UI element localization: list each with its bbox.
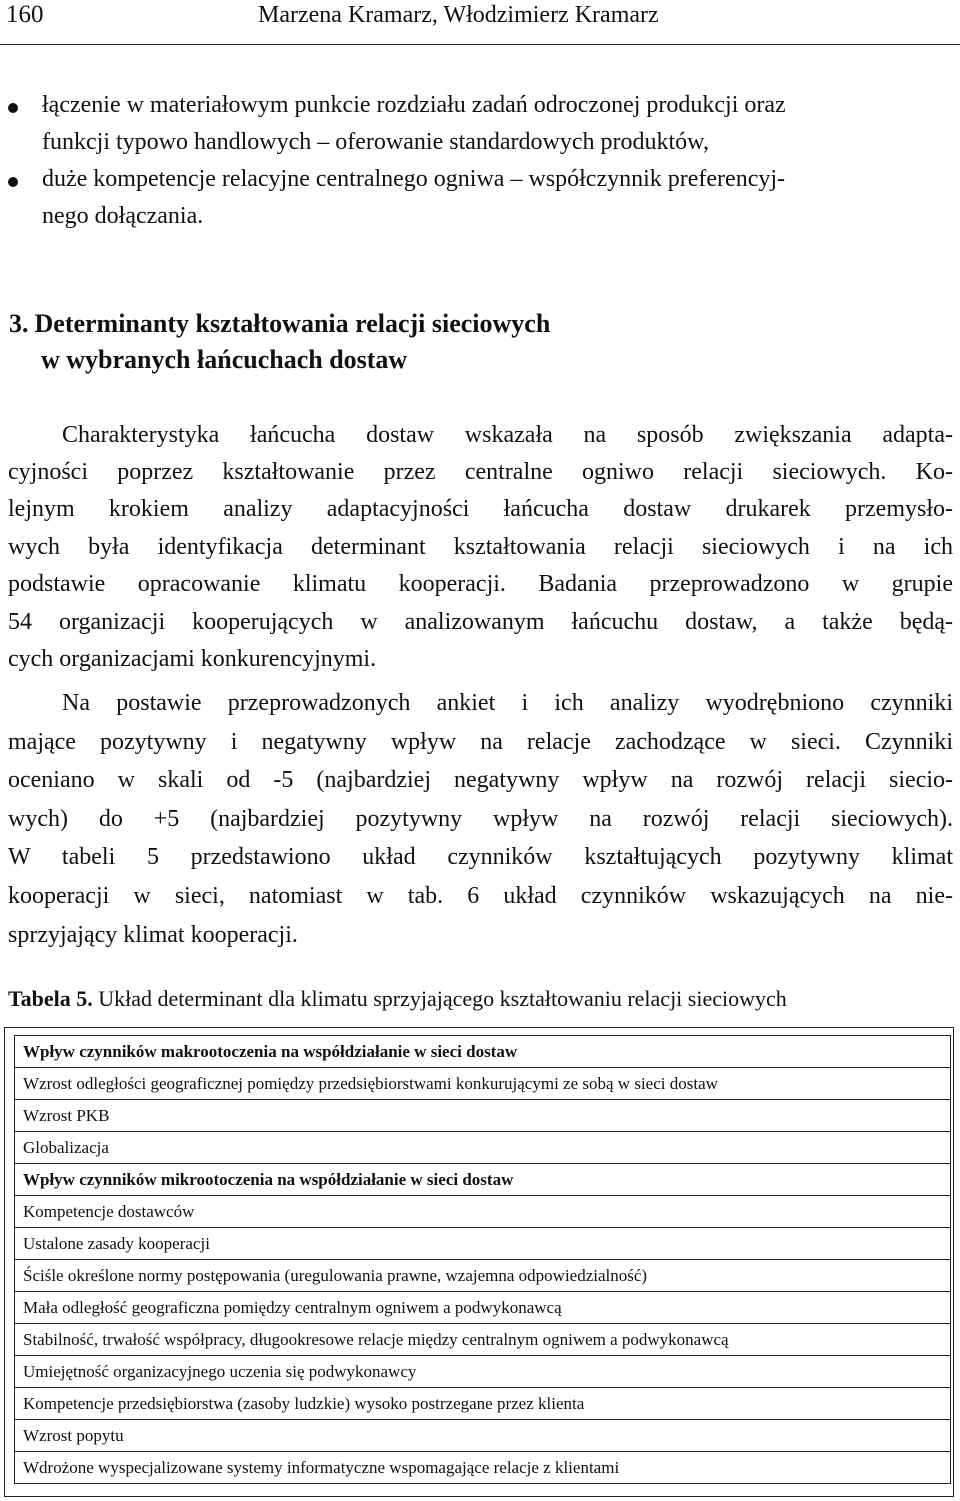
table-row [15, 1260, 951, 1292]
table-row [15, 1132, 951, 1164]
bullet-line: nego dołączania. [42, 203, 204, 229]
table-cell: Wpływ czynników mikrootoczenia na współdziałanie w sieci dostaw [15, 1164, 951, 1196]
table-row [15, 1036, 951, 1068]
table-caption-text: Układ determinant dla klimatu sprzyjającego kształtowaniu relacji sieciowych [98, 986, 787, 1011]
paragraph-line: sprzyjający klimat kooperacji. [8, 922, 298, 948]
paragraph-line: W tabeli 5 przedstawiono układ czynników kształtujących pozytywny klimat [8, 844, 953, 870]
table-cell: Umiejętność organizacyjnego uczenia się podwykonawcy [15, 1356, 951, 1388]
table-row [15, 1356, 951, 1388]
table-row [15, 1228, 951, 1260]
paragraph-line: wych była identyfikacja determinant kształtowania relacji sieciowych i na ich [8, 534, 953, 560]
table-row [15, 1292, 951, 1324]
paragraph-line: cyjności poprzez kształtowanie przez centralne ogniwo relacji sieciowych. Ko- [8, 459, 953, 485]
paragraph-line: podstawie opracowanie klimatu kooperacji. Badania przeprowadzono w grupie [8, 571, 953, 597]
bullet-line: duże kompetencje relacyjne centralnego ogniwa – współczynnik preferencyj- [42, 166, 786, 192]
table-row [15, 1452, 951, 1484]
page-header [0, 0, 960, 45]
section-heading [9, 306, 550, 378]
table-row [15, 1164, 951, 1196]
table-cell: Mała odległość geograficzna pomiędzy centralnym ogniwem a podwykonawcą [15, 1292, 951, 1324]
paragraph-line: Charakterystyka łańcucha dostaw wskazała na sposób zwiększania adapta- [62, 422, 953, 448]
table-cell: Globalizacja [15, 1132, 951, 1164]
bullet-line: łączenie w materiałowym punkcie rozdziału zadań odroczonej produkcji oraz [42, 92, 786, 118]
table-cell: Ustalone zasady kooperacji [15, 1228, 951, 1260]
bullet-marker [8, 103, 18, 113]
table-cell: Wzrost PKB [15, 1100, 951, 1132]
section-title-line: Determinanty kształtowania relacji sieciowych [34, 309, 551, 338]
table-row [15, 1420, 951, 1452]
paragraph-line: wych) do +5 (najbardziej pozytywny wpływ na rozwój relacji sieciowych). [8, 806, 953, 832]
table-cell: Stabilność, trwałość współpracy, długookresowe relacje między centralnym ogniwem a podwykonawcą [15, 1324, 951, 1356]
table-row [15, 1100, 951, 1132]
table-cell: Ściśle określone normy postępowania (uregulowania prawne, wzajemna odpowiedzialność) [15, 1260, 951, 1292]
paragraph-line: 54 organizacji kooperujących w analizowanym łańcuchu dostaw, a także będą- [8, 609, 953, 635]
table-cell: Wpływ czynników makrootoczenia na współdziałanie w sieci dostaw [15, 1036, 951, 1068]
table-cell: Wzrost odległości geograficznej pomiędzy przedsiębiorstwami konkurującymi ze sobą w sieci dostaw [15, 1068, 951, 1100]
paragraph-line: kooperacji w sieci, natomiast w tab. 6 układ czynników wskazujących na nie- [8, 883, 953, 909]
table-caption [8, 984, 787, 1014]
section-number: 3. [9, 309, 29, 338]
page-number: 160 [6, 1, 44, 28]
table-row [15, 1324, 951, 1356]
section-title-line: w wybranych łańcuchach dostaw [41, 345, 408, 374]
table-cell: Kompetencje przedsiębiorstwa (zasoby ludzkie) wysoko postrzegane przez klienta [15, 1388, 951, 1420]
bullet-line: funkcji typowo handlowych – oferowanie standardowych produktów, [42, 129, 709, 155]
running-head: Marzena Kramarz, Włodzimierz Kramarz [258, 2, 659, 28]
determinants-table [14, 1035, 951, 1484]
paragraph-line: mające pozytywny i negatywny wpływ na relacje zachodzące w sieci. Czynniki [8, 729, 953, 755]
paragraph-line: oceniano w skali od -5 (najbardziej negatywny wpływ na rozwój relacji siecio- [8, 767, 953, 793]
paragraph-line: Na postawie przeprowadzonych ankiet i ich analizy wyodrębniono czynniki [62, 690, 953, 716]
table-cell: Kompetencje dostawców [15, 1196, 951, 1228]
table-row [15, 1388, 951, 1420]
bullet-marker [8, 177, 18, 187]
paragraph-line: cych organizacjami konkurencyjnymi. [8, 646, 377, 672]
table-row [15, 1196, 951, 1228]
table-cell: Wzrost popytu [15, 1420, 951, 1452]
table-caption-label: Tabela 5. [8, 986, 93, 1011]
table-row [15, 1068, 951, 1100]
paragraph-line: lejnym krokiem analizy adaptacyjności łańcucha dostaw drukarek przemysło- [8, 496, 953, 522]
table-cell: Wdrożone wyspecjalizowane systemy informatyczne wspomagające relacje z klientami [15, 1452, 951, 1484]
